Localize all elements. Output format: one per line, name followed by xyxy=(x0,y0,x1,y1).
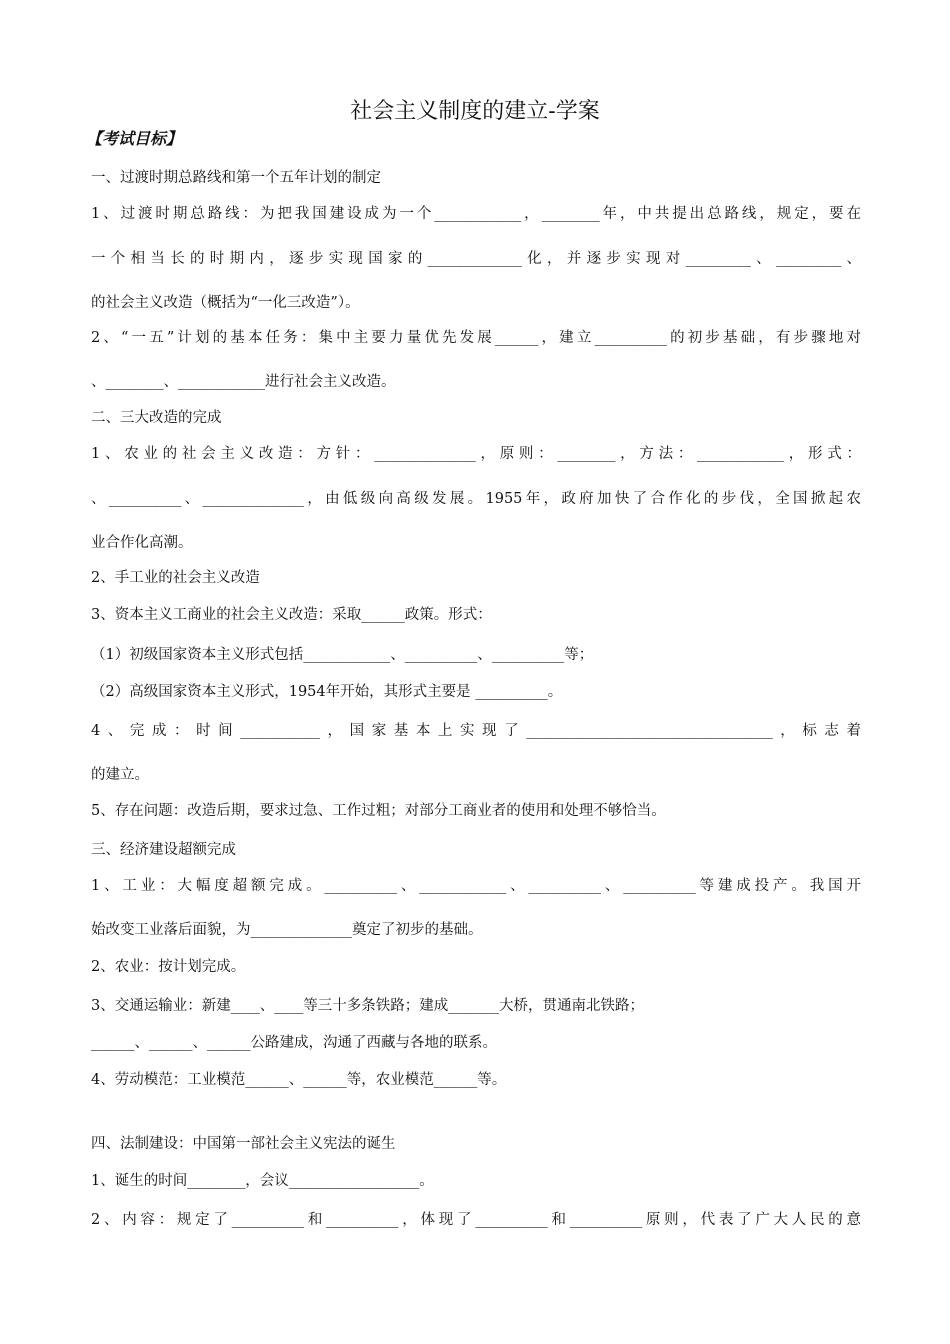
text-line: 1、过渡时期总路线：为把我国建设成为一个____________，________年，中共提出总路线，规定，要在 xyxy=(91,206,861,222)
text-line: （1）初级国家资本主义形式包括____________、__________、__________等； xyxy=(91,647,594,663)
text-line: 4、劳动模范：工业模范______、______等，农业模范______等。 xyxy=(91,1072,507,1088)
text-line: 的建立。 xyxy=(91,767,149,783)
text-line: 5、存在问题：改造后期，要求过急、工作过粗；对部分工商业者的使用和处理不够恰当。 xyxy=(91,803,666,819)
text-line: （2）高级国家资本主义形式，1954年开始，其形式主要是 __________。 xyxy=(91,684,563,700)
text-line: 2、“一五”计划的基本任务：集中主要力量优先发展______，建立__________的初步基础，有步骤地对 xyxy=(91,330,861,346)
text-line: 1、工业：大幅度超额完成。__________、____________、__________、__________等建成投产。我国开 xyxy=(91,878,861,894)
text-line: 始改变工业落后面貌，为______________奠定了初步的基础。 xyxy=(91,922,483,938)
section-heading-3: 三、经济建设超额完成 xyxy=(91,842,236,858)
text-line: 2、内容：规定了__________和__________，体现了__________和__________原则，代表了广大人民的意 xyxy=(91,1212,861,1228)
text-line: 2、农业：按计划完成。 xyxy=(91,959,246,975)
section-heading-1: 一、过渡时期总路线和第一个五年计划的制定 xyxy=(91,170,381,186)
text-line: 的社会主义改造（概括为“一化三改造”）。 xyxy=(91,295,360,311)
text-line: 3、交通运输业：新建____、____等三十多条铁路；建成_______大桥，贯通南北铁路； xyxy=(91,998,644,1014)
text-line: 3、资本主义工商业的社会主义改造：采取______政策。形式： xyxy=(91,607,492,623)
text-line: 1、农业的社会主义改造：方针：______________，原则：________，方法：____________，形式： xyxy=(91,446,861,462)
text-line: 、________、____________进行社会主义改造。 xyxy=(91,374,396,390)
text-line: 、__________、______________，由低级向高级发展。1955年，政府加快了合作化的步伐，全国掀起农 xyxy=(91,491,861,507)
text-line: 4、完成：时间___________，国家基本上实现了__________________________________，标志着 xyxy=(91,723,861,739)
text-line: 一个相当长的时期内，逐步实现国家的_____________化，并逐步实现对_________、_________、 xyxy=(91,251,861,267)
text-line: ______、______、______公路建成，沟通了西藏与各地的联系。 xyxy=(91,1035,497,1051)
section-heading-4: 四、法制建设：中国第一部社会主义宪法的诞生 xyxy=(91,1136,396,1152)
document-title: 社会主义制度的建立-学案 xyxy=(350,99,600,124)
text-line: 业合作化高潮。 xyxy=(91,535,193,551)
section-heading-2: 二、三大改造的完成 xyxy=(91,410,222,426)
text-line: 1、诞生的时间________，会议__________________。 xyxy=(91,1173,434,1189)
exam-objectives-heading: 【考试目标】 xyxy=(86,129,183,148)
text-line: 2、手工业的社会主义改造 xyxy=(91,570,260,586)
